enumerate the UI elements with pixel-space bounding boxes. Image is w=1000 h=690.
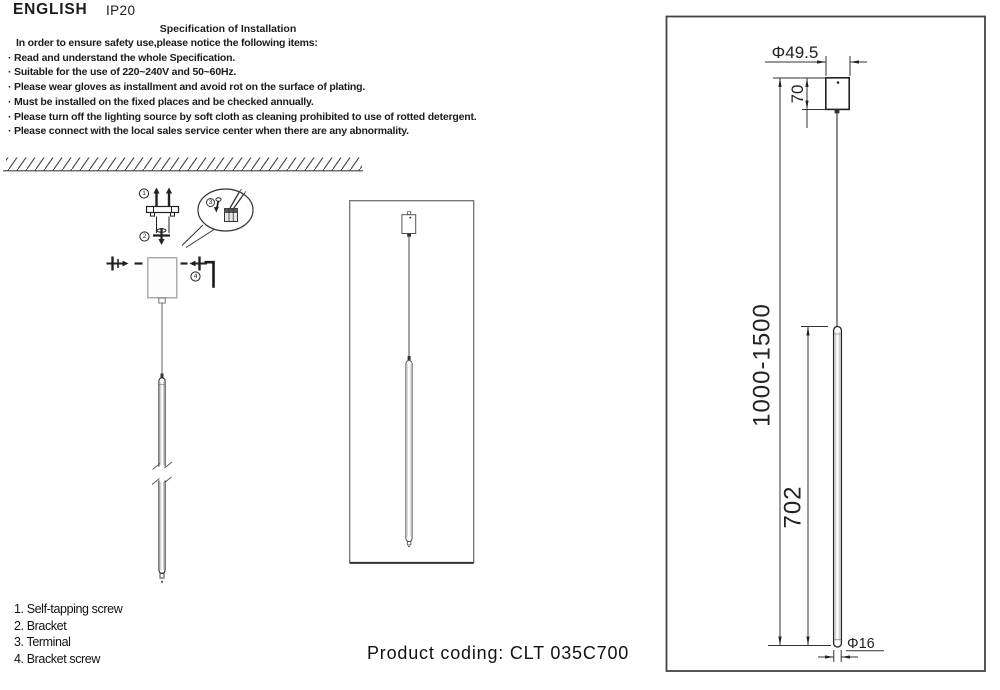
language-label: ENGLISH bbox=[13, 1, 88, 18]
dim-fixture-length: 702 bbox=[779, 485, 807, 529]
canopy-nipple bbox=[159, 298, 165, 303]
canopy-assembly bbox=[107, 257, 214, 304]
magnifier-detail bbox=[182, 189, 253, 248]
ceiling-hatch bbox=[3, 158, 363, 171]
dimension-arrows bbox=[778, 60, 859, 658]
dim-canopy-diameter: Φ49.5 bbox=[771, 43, 819, 62]
pendant-tube-exploded bbox=[152, 303, 172, 583]
spec-item: · Must be installed on the fixed places and be checked annually. bbox=[8, 95, 314, 108]
installation-diagram bbox=[0, 150, 370, 595]
spec-item: · Please turn off the lighting source by soft cloth as cleaning prohibited to use of rotted detergent. bbox=[8, 110, 477, 123]
product-coding: Product coding: CLT 035C700 bbox=[367, 643, 630, 663]
ip-rating-label: IP20 bbox=[106, 3, 136, 18]
pendant-lamp-dimensioned bbox=[826, 78, 849, 647]
spec-item: · Read and understand the whole Specification. bbox=[8, 51, 236, 64]
callout-1: 1 bbox=[142, 190, 146, 197]
spec-item: · Please wear gloves as installment and avoid rot on the surface of plating. bbox=[8, 81, 366, 94]
technical-drawing-panel bbox=[665, 15, 986, 672]
spec-notice-list bbox=[8, 36, 476, 139]
part-item: 3. Terminal bbox=[14, 635, 71, 650]
callout-4: 4 bbox=[193, 273, 198, 280]
allen-key-icon bbox=[205, 262, 214, 288]
callout-2: 2 bbox=[142, 233, 147, 240]
canopy-screw-left bbox=[107, 257, 143, 271]
dim-tube-diameter: Φ16 bbox=[847, 636, 875, 652]
spec-intro-line: In order to ensure safety use,please notice the following items: bbox=[16, 37, 318, 49]
dimension-lines bbox=[765, 56, 884, 662]
dim-canopy-height: 70 bbox=[788, 84, 807, 104]
product-view-panel bbox=[345, 196, 479, 568]
part-item: 1. Self-tapping screw bbox=[14, 602, 123, 616]
spec-item: · Suitable for the use of 220~240V and 50~60Hz. bbox=[8, 66, 237, 79]
canopy-screw-right bbox=[181, 257, 208, 271]
drawing-frame bbox=[667, 17, 986, 672]
pendant-lamp-small bbox=[402, 212, 416, 548]
part-item: 2. Bracket bbox=[14, 618, 67, 633]
canopy-box bbox=[148, 258, 177, 298]
part-item: 4. Bracket screw bbox=[14, 651, 100, 666]
spec-item: · Please connect with the local sales service center when there are any abnormality. bbox=[8, 125, 409, 138]
dim-suspension-range: 1000-1500 bbox=[748, 303, 776, 427]
callout-3: 3 bbox=[208, 199, 213, 206]
parts-legend bbox=[14, 601, 122, 667]
spec-title: Specification of Installation bbox=[159, 23, 297, 35]
